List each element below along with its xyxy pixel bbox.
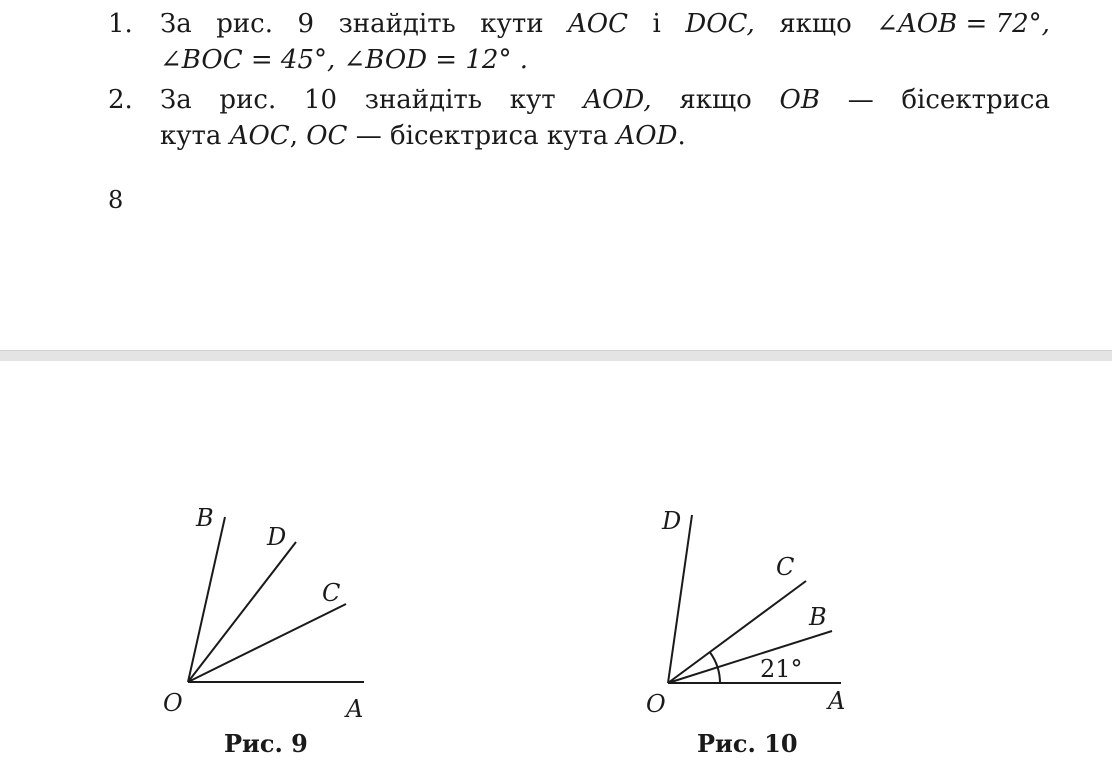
problem-text	[160, 82, 1050, 154]
label-A: A	[346, 695, 364, 723]
text-run: ,	[289, 121, 307, 151]
figures	[0, 361, 1112, 783]
problem-number: 2.	[108, 85, 133, 115]
word: —	[847, 85, 874, 115]
ray-OB	[668, 631, 832, 683]
word: і	[652, 9, 661, 39]
word: кути	[480, 9, 544, 39]
text-run: .	[677, 121, 686, 151]
label-A: A	[828, 687, 846, 715]
word: За	[160, 9, 192, 39]
word: знайдіть	[338, 9, 456, 39]
text-run: — бісектриса кута	[347, 121, 617, 151]
problem-line: ∠BOC = 45°, ∠BOD = 12° .	[160, 45, 528, 75]
figure-caption: Рис. 10	[697, 729, 798, 758]
angle-label: 21°	[760, 655, 803, 683]
word: якщо	[679, 85, 752, 115]
page-top	[0, 0, 1112, 350]
word: AOC	[568, 9, 629, 39]
label-C: C	[776, 553, 795, 581]
problem-text	[160, 6, 1050, 78]
figure-10	[646, 507, 845, 758]
problem-number: 1.	[108, 9, 133, 39]
label-D: D	[662, 507, 682, 535]
label-B: B	[196, 504, 214, 532]
page-number: 8	[108, 186, 124, 214]
problem-line	[160, 6, 1050, 42]
ray-OC	[188, 604, 346, 682]
word: якщо	[779, 9, 852, 39]
label-O: O	[646, 690, 666, 718]
word: OB	[779, 85, 820, 115]
word: рис.	[219, 85, 277, 115]
figure-9	[163, 504, 364, 758]
text-run: OC	[306, 121, 348, 151]
text-run: кута	[160, 121, 230, 151]
word: 9	[297, 9, 315, 39]
angle-arc-BOC	[710, 652, 718, 667]
word: ∠AOB = 72°,	[876, 9, 1050, 39]
label-O: O	[163, 689, 183, 717]
text-run: AOC	[229, 121, 290, 151]
figure-caption: Рис. 9	[224, 729, 308, 758]
word: DOC,	[685, 9, 755, 39]
angle-arc-AOB	[718, 667, 720, 683]
problem-line	[160, 118, 1050, 154]
word: бісектриса	[901, 85, 1050, 115]
text-run: AOD	[616, 121, 678, 151]
label-B: B	[809, 603, 827, 631]
problem-line	[160, 82, 1050, 118]
label-D: D	[267, 523, 287, 551]
word: 10	[303, 85, 338, 115]
word: За	[160, 85, 192, 115]
label-C: C	[322, 579, 341, 607]
ray-OD	[668, 515, 692, 683]
word: рис.	[216, 9, 274, 39]
word: кут	[509, 85, 556, 115]
word: знайдіть	[364, 85, 482, 115]
word: AOD,	[583, 85, 652, 115]
